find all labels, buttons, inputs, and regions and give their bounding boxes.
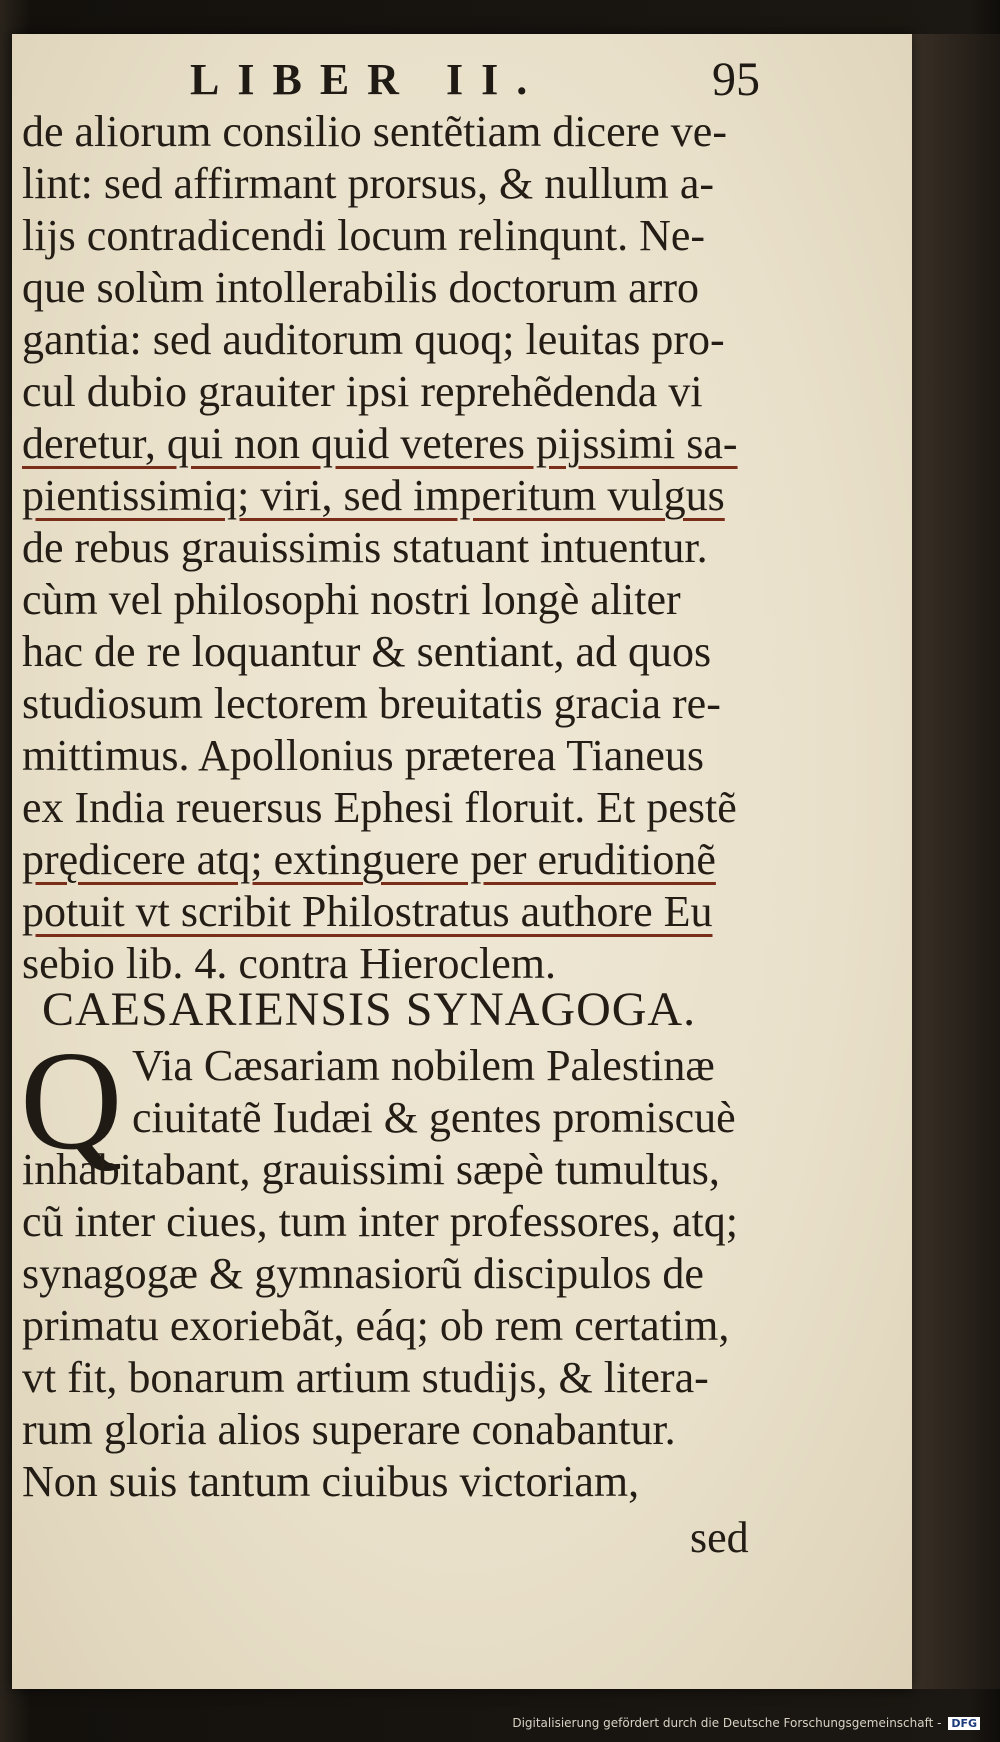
text-block-upper: [22, 106, 762, 990]
text-line: cũ inter ciues, tum inter professores, atq;: [22, 1197, 739, 1246]
running-title: LIBER II.: [190, 55, 546, 104]
text-line: mittimus. Apollonius præterea Tianeus: [22, 731, 705, 780]
text-line: ex India reuersus Ephesi floruit. Et pestẽ: [22, 783, 737, 832]
text-line: synagogæ & gymnasiorũ discipulos de: [22, 1249, 704, 1298]
text-line: primatu exoriebãt, eáq; ob rem certatim,: [22, 1301, 730, 1350]
text-line-underlined: potuit vt scribit Philostratus authore Eu: [22, 887, 713, 936]
text-line: lijs contradicendi locum relinqunt. Ne-: [22, 211, 706, 260]
text-line: cul dubio grauiter ipsi reprehẽdenda vi: [22, 367, 703, 416]
text-line: rum gloria alios superare conabantur.: [22, 1405, 676, 1454]
text-block-lower: [20, 1021, 762, 1508]
text-line: studiosum lectorem breuitatis gracia re-: [22, 679, 721, 728]
text-line-underlined: prędicere atq; extinguere per eruditionẽ: [22, 835, 716, 884]
catchword: sed: [690, 1513, 749, 1562]
text-line: que solùm intollerabilis doctorum arro: [22, 263, 699, 312]
text-line: Non suis tantum ciuibus victoriam,: [22, 1457, 640, 1506]
text-line: de aliorum consilio sentẽtiam dicere ve-: [22, 107, 727, 156]
text-line-underlined: deretur, qui non quid veteres pijssimi sa-: [22, 419, 738, 468]
text-line-underlined: pientissimiq; viri, sed imperitum vulgus: [22, 471, 725, 520]
footer-text: Digitalisierung gefördert durch die Deutsche Forschungsgemeinschaft -: [512, 1716, 942, 1730]
text-line: ciuitatẽ Iudæi & gentes promiscuè: [132, 1093, 736, 1142]
text-line: sebio lib. 4. contra Hieroclem.: [22, 939, 556, 988]
text-line: gantia: sed auditorum quoq; leuitas pro-: [22, 315, 725, 364]
footer-credit: [512, 1716, 980, 1730]
text-line: hac de re loquantur & sentiant, ad quos: [22, 627, 712, 676]
dfg-logo: DFG: [948, 1717, 980, 1730]
scan-right-edge: [912, 34, 1000, 1689]
text-line: cùm vel philosophi nostri longè aliter: [22, 575, 681, 624]
page-number: 95: [712, 53, 760, 106]
text-line: inhabitabant, grauissimi sæpè tumultus,: [22, 1145, 720, 1194]
text-line: vt fit, bonarum artium studijs, & litera-: [22, 1353, 709, 1402]
section-heading: CAESARIENSIS SYNAGOGA.: [42, 983, 697, 1036]
text-line: de rebus grauissimis statuant intuentur.: [22, 523, 708, 572]
text-line: Via Cæsariam nobilem Palestinæ: [132, 1041, 715, 1090]
drop-capital: Q: [20, 1021, 123, 1179]
text-line: lint: sed affirmant prorsus, & nullum a-: [22, 159, 715, 208]
